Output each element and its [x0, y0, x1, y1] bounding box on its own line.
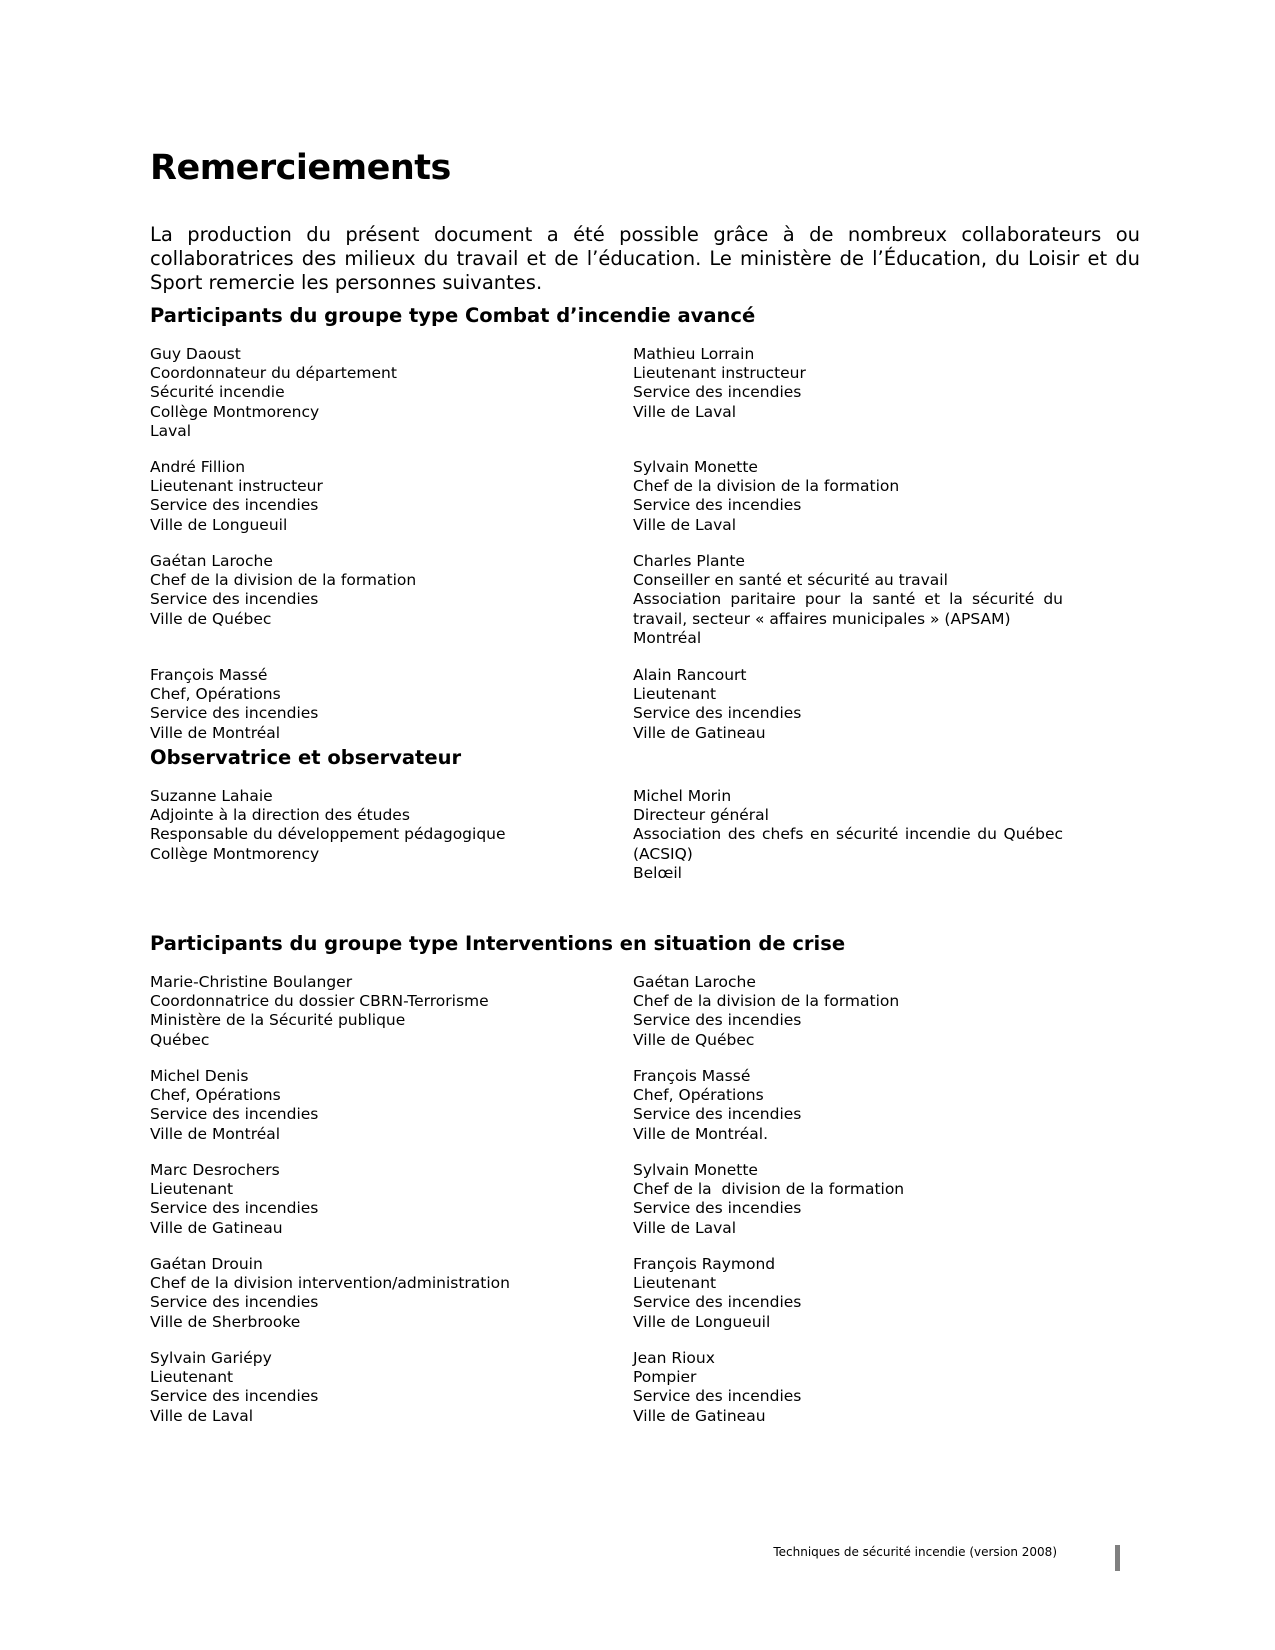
person-line: Association des chefs en sécurité incendie du Québec (ACSIQ) — [633, 825, 1063, 863]
person-line: Ville de Longueuil — [633, 1312, 771, 1331]
person-entry — [150, 787, 620, 864]
person-line: Ville de Laval — [150, 1406, 254, 1425]
person-line: Belœil — [633, 863, 682, 882]
person-line: Coordonnateur du département — [150, 364, 397, 383]
person-line: Chef de la division de la formation — [633, 992, 900, 1011]
person-line: Lieutenant — [633, 1274, 717, 1293]
person-line: Ville de Laval — [633, 515, 737, 534]
person-line: Service des incendies — [633, 1387, 802, 1406]
footer-bar — [1115, 1545, 1120, 1571]
person-name: François Raymond — [633, 1255, 776, 1273]
person-line: Service des incendies — [150, 496, 319, 515]
person-line: Service des incendies — [633, 1105, 802, 1124]
person-entry — [633, 1067, 1063, 1144]
section-title: Participants du groupe type Interventions en situation de crise — [150, 932, 846, 955]
person-name: François Massé — [150, 666, 268, 684]
person-line: Chef de la division de la formation — [150, 571, 417, 590]
person-entry — [633, 458, 1063, 535]
person-line: Service des incendies — [633, 496, 802, 515]
page-title: Remerciements — [150, 148, 451, 188]
person-line: Ville de Laval — [633, 1218, 737, 1237]
person-name: Alain Rancourt — [633, 666, 747, 684]
person-line: Lieutenant instructeur — [633, 364, 806, 383]
person-name: Marie-Christine Boulanger — [150, 973, 353, 991]
person-line: Service des incendies — [633, 383, 802, 402]
person-line: Adjointe à la direction des études — [150, 806, 410, 825]
person-line: Sécurité incendie — [150, 383, 285, 402]
person-line: Service des incendies — [150, 704, 319, 723]
person-entry — [633, 666, 1063, 743]
person-line: Collège Montmorency — [150, 402, 320, 421]
person-line: Ville de Montréal — [150, 723, 281, 742]
person-entry — [150, 666, 620, 743]
person-entry — [150, 1067, 620, 1144]
person-entry — [150, 552, 620, 629]
person-entry — [633, 1161, 1063, 1238]
person-line: Directeur général — [633, 806, 769, 825]
section-title: Participants du groupe type Combat d’incendie avancé — [150, 304, 756, 327]
person-line: Service des incendies — [150, 1105, 319, 1124]
person-name: Guy Daoust — [150, 345, 241, 363]
person-line: Chef de la division intervention/administration — [150, 1274, 510, 1293]
person-name: Sylvain Monette — [633, 1161, 758, 1179]
person-name: Michel Morin — [633, 787, 732, 805]
person-entry — [150, 1349, 620, 1426]
person-line: Lieutenant — [150, 1368, 234, 1387]
person-line: Chef de la division de la formation — [633, 1180, 905, 1199]
person-entry — [633, 552, 1063, 648]
person-line: Lieutenant instructeur — [150, 477, 323, 496]
person-line: Service des incendies — [633, 704, 802, 723]
person-line: Service des incendies — [633, 1199, 802, 1218]
person-line: Service des incendies — [150, 590, 319, 609]
person-name: Marc Desrochers — [150, 1161, 280, 1179]
person-line: Association paritaire pour la santé et la sécurité du travail, secteur « affaires municipales » (APSAM) — [633, 590, 1063, 628]
person-entry — [150, 458, 620, 535]
person-line: Conseiller en santé et sécurité au travail — [633, 571, 948, 590]
person-name: Jean Rioux — [633, 1349, 715, 1367]
person-line: Chef de la division de la formation — [633, 477, 900, 496]
person-name: Gaétan Drouin — [150, 1255, 263, 1273]
person-line: Ville de Laval — [633, 402, 737, 421]
person-line: Laval — [150, 421, 192, 440]
person-name: François Massé — [633, 1067, 751, 1085]
person-line: Ville de Québec — [633, 1030, 755, 1049]
person-entry — [633, 787, 1063, 883]
person-name: Sylvain Gariépy — [150, 1349, 272, 1367]
person-line: Service des incendies — [150, 1387, 319, 1406]
person-line: Ville de Gatineau — [633, 723, 766, 742]
person-entry — [633, 973, 1063, 1050]
person-entry — [150, 1161, 620, 1238]
person-entry — [633, 1349, 1063, 1426]
person-line: Pompier — [633, 1368, 697, 1387]
person-line: Chef, Opérations — [633, 1086, 764, 1105]
person-line: Ville de Gatineau — [633, 1406, 766, 1425]
person-line: Ville de Longueuil — [150, 515, 288, 534]
person-line: Ville de Montréal. — [633, 1124, 769, 1143]
person-entry — [150, 1255, 620, 1332]
person-line: Service des incendies — [633, 1011, 802, 1030]
person-line: Service des incendies — [150, 1293, 319, 1312]
person-line: Service des incendies — [633, 1293, 802, 1312]
person-line: Lieutenant — [150, 1180, 234, 1199]
person-line: Service des incendies — [150, 1199, 319, 1218]
person-line: Ministère de la Sécurité publique — [150, 1011, 406, 1030]
page-footer: Techniques de sécurité incendie (version 2008) — [773, 1545, 1057, 1559]
person-name: André Fillion — [150, 458, 246, 476]
person-line: Responsable du développement pédagogique — [150, 825, 506, 844]
person-line: Ville de Gatineau — [150, 1218, 283, 1237]
person-name: Gaétan Laroche — [150, 552, 273, 570]
person-entry — [633, 1255, 1063, 1332]
intro-paragraph: La production du présent document a été possible grâce à de nombreux collaborateurs ou collaboratrices des milieux du travail et de l’éducation. Le ministère de l’Éducation, du Loisir et du Sport remercie les personnes suivantes. — [150, 223, 1140, 294]
person-name: Mathieu Lorrain — [633, 345, 755, 363]
section-title: Observatrice et observateur — [150, 746, 462, 769]
person-name: Suzanne Lahaie — [150, 787, 273, 805]
person-name: Michel Denis — [150, 1067, 249, 1085]
person-line: Chef, Opérations — [150, 1086, 281, 1105]
person-line: Chef, Opérations — [150, 685, 281, 704]
person-line: Montréal — [633, 628, 702, 647]
person-line: Ville de Québec — [150, 609, 272, 628]
person-line: Québec — [150, 1030, 210, 1049]
person-line: Ville de Montréal — [150, 1124, 281, 1143]
person-line: Ville de Sherbrooke — [150, 1312, 301, 1331]
person-line: Collège Montmorency — [150, 844, 320, 863]
person-line: Coordonnatrice du dossier CBRN-Terrorisme — [150, 992, 489, 1011]
person-name: Sylvain Monette — [633, 458, 758, 476]
person-entry — [633, 345, 1063, 422]
person-entry — [150, 345, 620, 441]
person-name: Gaétan Laroche — [633, 973, 756, 991]
person-name: Charles Plante — [633, 552, 745, 570]
person-line: Lieutenant — [633, 685, 717, 704]
person-entry — [150, 973, 620, 1050]
